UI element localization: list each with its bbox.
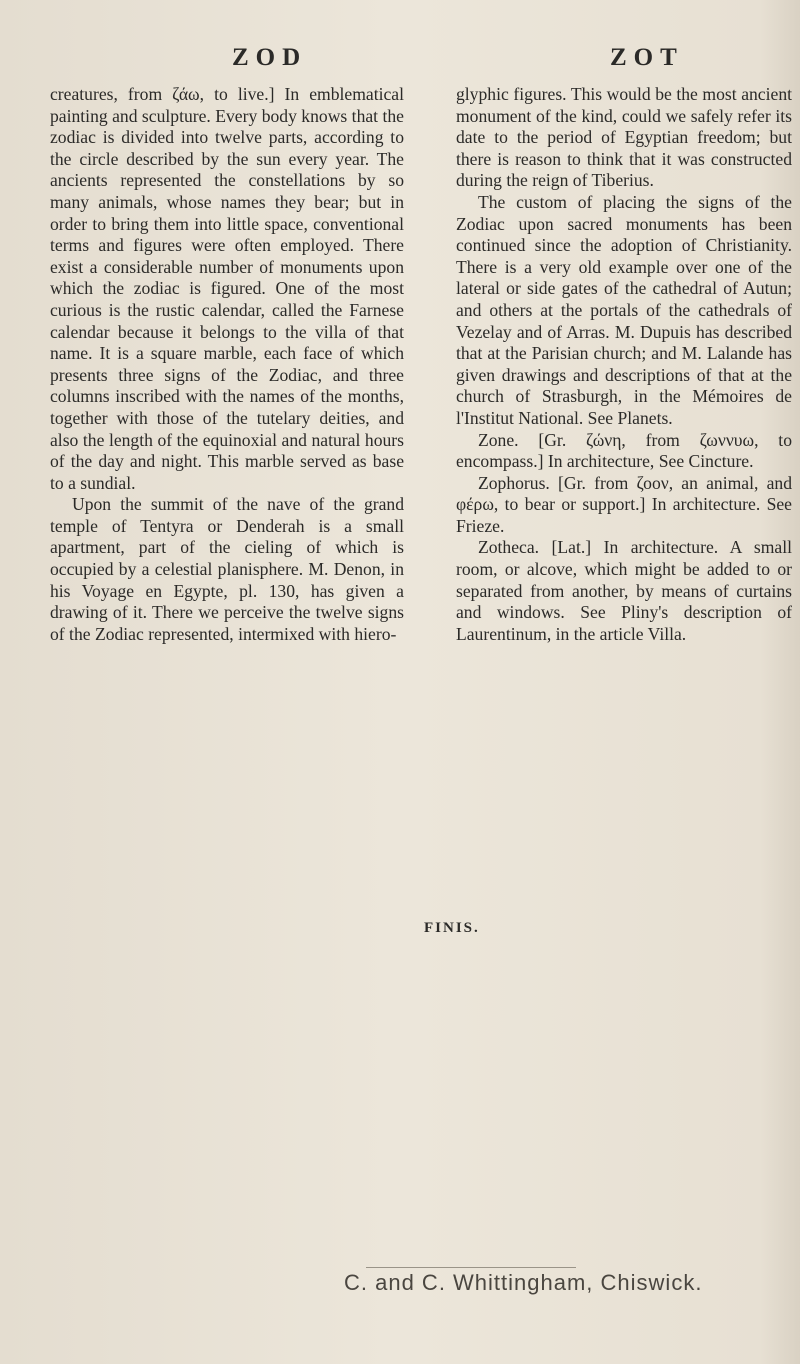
paragraph: creatures, from ζάω, to live.] In emblematical painting and sculpture. Every body knows that the zodiac is divided into twelve parts, according to the circle described by the sun every year. The ancients represented the constellations by so many animals, whose names they bear; but in order to bring them into little space, conventional terms and figures were often employed. There exist a considerable number of monuments upon which the zodiac is figured. One of the most curious is the rustic calendar, called the Farnese calendar because it belongs to the villa of that name. It is a square marble, each face of which presents three signs of the Zodiac, and three columns inscribed with the names of the months, together with those of the tutelary deities, and also the length of the equinoxial and natural hours of the day and night. This marble served as base to a sundial. <box>50 84 404 493</box>
divider-rule <box>366 1267 576 1268</box>
right-column <box>456 84 792 645</box>
entry-zophorus: Zophorus. [Gr. from ζοον, an animal, and φέρω, to bear or support.] In architecture. See Frieze. <box>456 472 792 536</box>
paragraph: glyphic figures. This would be the most ancient monument of the kind, could we safely refer its date to the period of Egyptian freedom; but there is reason to think that it was constructed during the reign of Tiberius. <box>456 84 792 191</box>
printer-imprint: C. and C. Whittingham, Chiswick. <box>344 1270 703 1295</box>
running-header-right: ZOT <box>610 44 684 71</box>
left-column <box>50 84 404 645</box>
entry-zone: Zone. [Gr. ζώνη, from ζωννυω, to encompass.] In architecture, See Cincture. <box>456 429 792 472</box>
entry-zotheca: Zotheca. [Lat.] In architecture. A small room, or alcove, which might be added to or separated from another, by means of curtains and windows. See Pliny's description of Laurentinum, in the article Villa. <box>456 537 792 644</box>
paragraph: Upon the summit of the nave of the grand temple of Tentyra or Denderah is a small apartment, part of the cieling of which is occupied by a celestial planisphere. M. Denon, in his Voyage en Egypte, pl. 130, has given a drawing of it. There we perceive the twelve signs of the Zodiac represented, intermixed with hiero- <box>50 494 404 644</box>
running-header-left: ZOD <box>232 44 308 71</box>
finis-mark: FINIS. <box>424 920 480 936</box>
paragraph: The custom of placing the signs of the Zodiac upon sacred monuments has been continued since the adoption of Christianity. There is a very old example over one of the lateral or side gates of the cathedral of Autun; and others at the portals of the cathedrals of Vezelay and of Arras. M. Dupuis has described that at the Parisian church; and M. Lalande has given drawings and descriptions of that at the church of Strasburgh, in the Mémoires de l'Institut National. See Planets. <box>456 191 792 428</box>
